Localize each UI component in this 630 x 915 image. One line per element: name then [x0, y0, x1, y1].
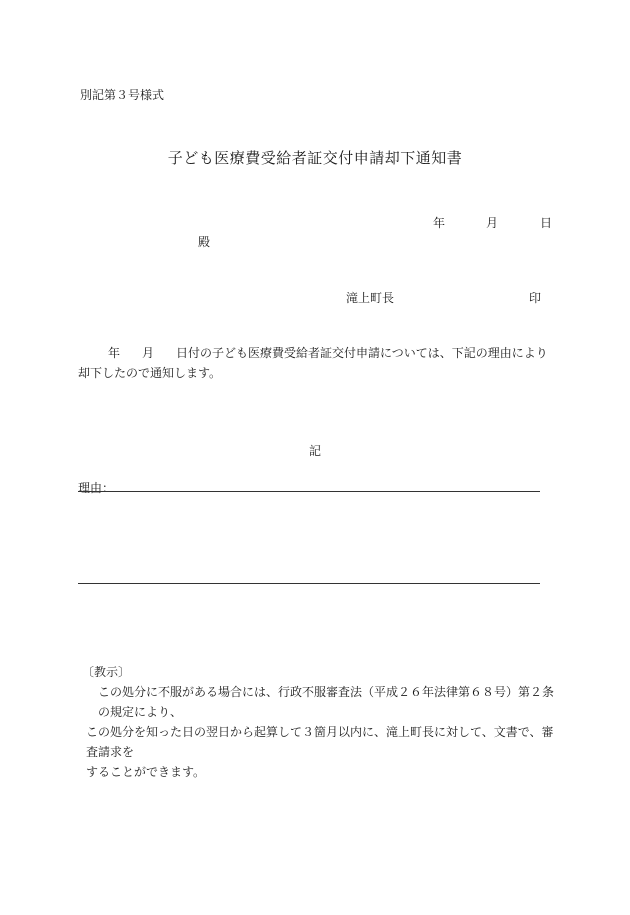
notice-heading: 〔教示〕 — [82, 665, 131, 679]
body-paragraph — [78, 343, 556, 383]
body-year-label: 年 — [108, 346, 121, 360]
reason-underline — [78, 491, 540, 492]
addressee-suffix: 殿 — [198, 235, 211, 249]
date-month-label: 月 — [486, 216, 499, 230]
form-number: 別記第３号様式 — [80, 88, 165, 102]
notice-line-1: この処分に不服がある場合には、行政不服審査法（平成２６年法律第６８号）第２条の規定により、 — [98, 685, 555, 719]
reason-label: 理由： — [78, 481, 115, 495]
document-title: 子ども医療費受給者証交付申請却下通知書 — [167, 149, 463, 167]
date-year-label: 年 — [433, 216, 446, 230]
reason-second-line — [78, 583, 540, 584]
seal-mark: 印 — [529, 291, 542, 305]
notice-line-2: この処分を知った日の翌日から起算して３箇月以内に、滝上町長に対して、文書で、審査請求を — [86, 725, 554, 759]
date-day-label: 日 — [540, 216, 553, 230]
body-text: 日付の子ども医療費受給者証交付申請については、下記の理由により却下したので通知します。 — [78, 346, 548, 380]
body-month-label: 月 — [142, 346, 155, 360]
notice-paragraph — [86, 682, 556, 782]
issuer-name: 滝上町長 — [346, 291, 395, 305]
notice-line-3: することができます。 — [86, 765, 206, 779]
ki-heading: 記 — [308, 444, 321, 458]
